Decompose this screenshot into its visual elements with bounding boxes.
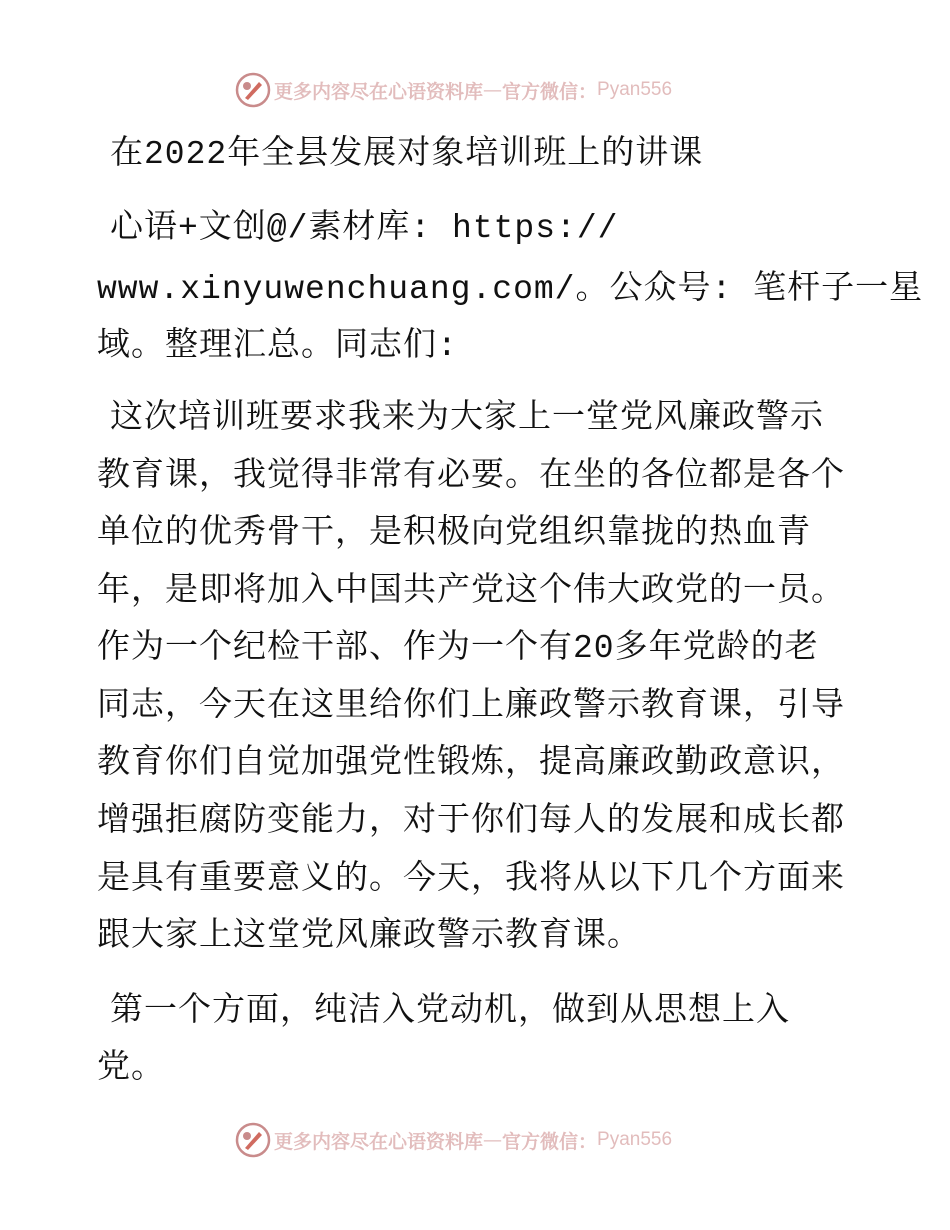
watermark-separator: — xyxy=(483,79,503,101)
footer-watermark xyxy=(0,1120,950,1160)
watermark-wechat-id: Pyan556 xyxy=(597,1129,673,1150)
para1-line-6: 同志，今天在这里给你们上廉政警示教育课，引导 xyxy=(97,688,845,725)
watermark-separator: — xyxy=(483,1129,503,1151)
intro-line-2: www.xinyuwenchuang.com/。公众号: 笔杆子一星 xyxy=(97,271,924,308)
para1-line-4: 年，是即将加入中国共产党这个伟大政党的一员。 xyxy=(97,573,845,610)
intro-line-1: 心语+文创@/素材库: https:// xyxy=(110,210,619,247)
para1-line-9: 是具有重要意义的。今天，我将从以下几个方面来 xyxy=(97,861,845,898)
para1-line-8: 增强拒腐防变能力，对于你们每人的发展和成长都 xyxy=(97,803,845,840)
xinyu-logo-icon xyxy=(235,72,271,108)
section1-line-1: 第一个方面，纯洁入党动机，做到从思想上入 xyxy=(110,993,790,1030)
document-title: 在2022年全县发展对象培训班上的讲课 xyxy=(110,136,704,173)
watermark-text: 更多内容尽在心语资料库 xyxy=(274,80,484,103)
para1-line-3: 单位的优秀骨干，是积极向党组织靠拢的热血青 xyxy=(97,515,811,552)
para1-line-7: 教育你们自觉加强党性锻炼，提高廉政勤政意识， xyxy=(97,745,845,782)
watermark-wechat-id: Pyan556 xyxy=(597,79,673,100)
watermark-text: 更多内容尽在心语资料库 xyxy=(274,1130,484,1153)
section1-line-2: 党。 xyxy=(97,1050,165,1087)
intro-line-3: 域。整理汇总。同志们: xyxy=(97,328,458,365)
header-watermark xyxy=(0,70,950,110)
para1-line-10: 跟大家上这堂党风廉政警示教育课。 xyxy=(97,918,641,955)
para1-line-5: 作为一个纪检干部、作为一个有20多年党龄的老 xyxy=(97,630,819,667)
watermark-wechat-label: 官方微信： xyxy=(502,1130,598,1153)
xinyu-logo-icon xyxy=(235,1122,271,1158)
watermark-wechat-label: 官方微信： xyxy=(502,80,598,103)
para1-line-1: 这次培训班要求我来为大家上一堂党风廉政警示 xyxy=(110,400,824,437)
para1-line-2: 教育课，我觉得非常有必要。在坐的各位都是各个 xyxy=(97,458,845,495)
